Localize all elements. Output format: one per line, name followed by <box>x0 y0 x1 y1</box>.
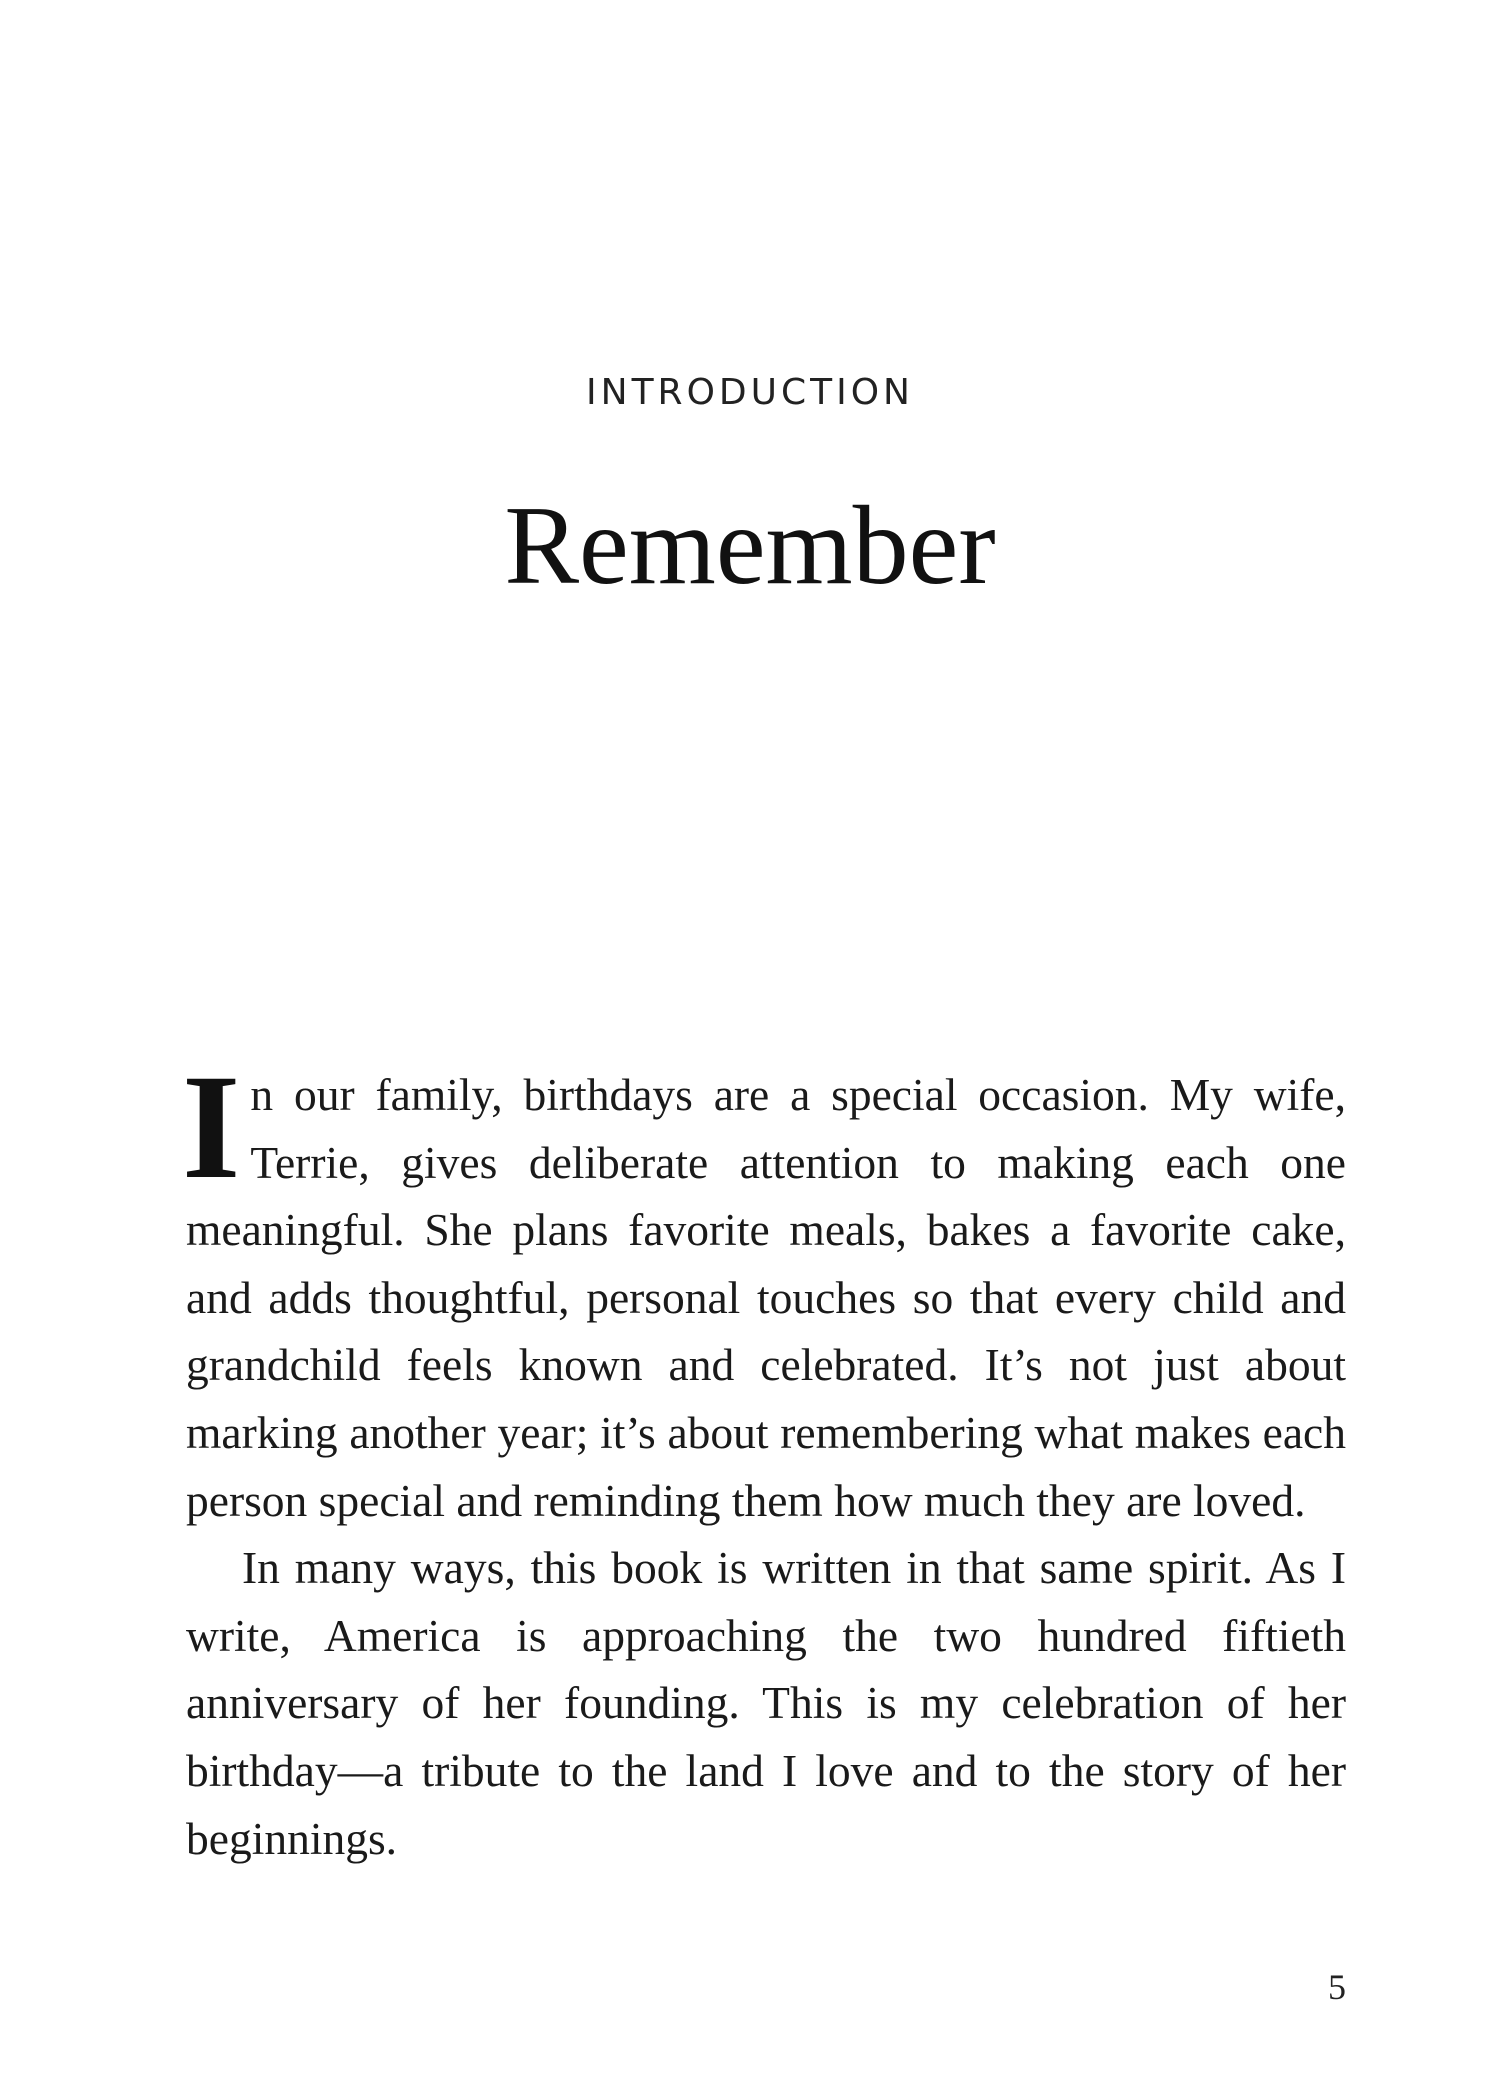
chapter-kicker: INTRODUCTION <box>586 372 914 413</box>
paragraph-2: In many ways, this book is written in that same spirit. As I write, America is approaching the two hundred fiftieth anniversary of her founding. This is my celebration of her birthday—a tribute to the land I love and to the story of her beginnings. <box>186 1542 1346 1864</box>
body-text <box>182 1044 1346 1872</box>
paragraph-1-text: n our family, birthdays are a special occasion. My wife, Terrie, gives deliberate attention to making each one meaningful. She plans favorite meals, bakes a favorite cake, and adds thoughtful, personal touches so that every child and grandchild feels known and celebrated. It’s not just about marking another year; it’s about remembering what makes each person special and reminding them how much they are loved. <box>186 1069 1346 1526</box>
page-number: 5 <box>1328 1967 1346 2007</box>
chapter-title: Remember <box>504 484 996 608</box>
paragraph-1 <box>182 1044 1346 1534</box>
drop-cap: I <box>182 1044 241 1210</box>
